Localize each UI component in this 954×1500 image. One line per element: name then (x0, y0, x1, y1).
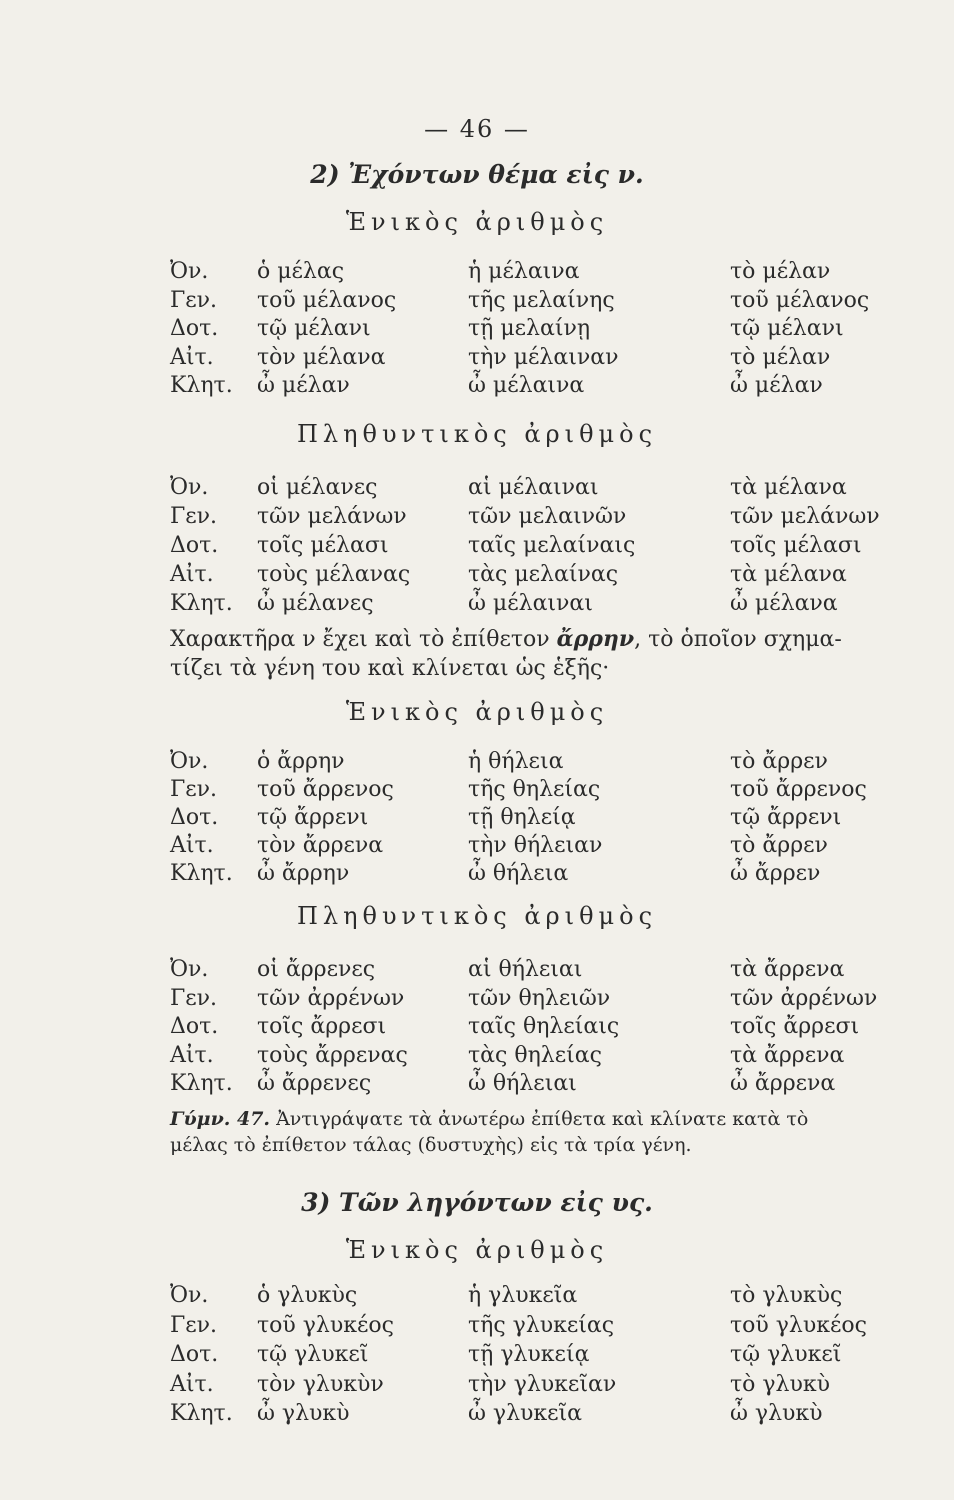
exercise-line1 (170, 1108, 808, 1130)
neuter-form: ὦ ἄρρενα (730, 1071, 836, 1096)
neuter-form: τὸ ἄρρεν (730, 749, 828, 774)
masculine-form: τοὺς ἄρρενας (257, 1042, 408, 1068)
masculine-form: τῷ μέλανι (257, 316, 371, 341)
feminine-form: ταῖς θηλείαις (468, 1014, 620, 1039)
case-label: Ὀν. (170, 475, 209, 500)
neuter-form: ὦ μέλανα (730, 591, 838, 616)
masculine-form: τὸν μέλανα (257, 344, 386, 370)
table-row (0, 258, 954, 286)
case-label: Αἰτ. (170, 1042, 214, 1068)
feminine-form: ἡ μέλαινα (468, 259, 580, 284)
masculine-form: ὦ ἄρρην (257, 861, 350, 886)
table-row (0, 561, 954, 589)
case-label: Ὀν. (170, 1283, 209, 1308)
masculine-form: ὦ μέλαν (257, 373, 350, 398)
masculine-form: τὸν γλυκὺν (257, 1371, 384, 1397)
neuter-form: τὸ γλυκὺ (730, 1371, 830, 1397)
table-row (0, 1400, 954, 1428)
neuter-form: τῷ μέλανι (730, 316, 844, 341)
feminine-form: τῆς μελαίνης (468, 287, 615, 313)
case-label: Γεν. (170, 287, 218, 313)
case-label: Δοτ. (170, 533, 219, 558)
table-row (0, 344, 954, 372)
table-row (0, 590, 954, 618)
masculine-form: ὁ γλυκὺς (257, 1283, 358, 1308)
feminine-form: τῆς θηλείας (468, 777, 601, 802)
table-row (0, 985, 954, 1013)
feminine-form: τὰς μελαίνας (468, 562, 619, 587)
feminine-form: τῇ θηλείᾳ (468, 805, 576, 830)
neuter-form: ὦ γλυκὺ (730, 1401, 823, 1426)
feminine-form: αἱ θήλειαι (468, 957, 583, 982)
masculine-form: τοῦ ἄρρενος (257, 777, 394, 802)
table-row (0, 832, 954, 860)
masculine-form: ὁ ἄρρην (257, 749, 345, 774)
neuter-form: τοῦ γλυκέος (730, 1312, 867, 1338)
case-label: Γεν. (170, 1312, 218, 1338)
neuter-form: τοῦ μέλανος (730, 287, 870, 313)
table-row (0, 372, 954, 400)
table-row (0, 474, 954, 502)
case-label: Κλητ. (170, 1071, 233, 1096)
table-row (0, 956, 954, 984)
subheading-plural-arrhen: Πληθυντικὸς ἀριθμὸς (296, 902, 658, 930)
neuter-form: τὸ μέλαν (730, 259, 831, 284)
case-label: Δοτ. (170, 805, 219, 830)
case-label: Κλητ. (170, 373, 233, 398)
neuter-form: τὸ ἄρρεν (730, 833, 828, 858)
table-row (0, 1312, 954, 1340)
table-row (0, 1042, 954, 1070)
page-number: — 46 — (424, 115, 530, 143)
masculine-form: τὸν ἄρρενα (257, 833, 384, 858)
note-text-post: , τὸ ὁποῖον σχημα- (634, 627, 842, 652)
neuter-form: ὦ μέλαν (730, 373, 823, 398)
neuter-form: τοῖς ἄρρεσι (730, 1014, 860, 1039)
masculine-form: ὦ γλυκὺ (257, 1401, 350, 1426)
masculine-form: τῷ ἄρρενι (257, 805, 369, 830)
masculine-form: τῶν ἀρρένων (257, 985, 405, 1011)
feminine-form: τῆς γλυκείας (468, 1312, 615, 1338)
exercise-line2: μέλας τὸ ἐπίθετον τάλας (δυστυχὴς) εἰς τὰ τρία γένη. (170, 1134, 692, 1156)
case-label: Κλητ. (170, 861, 233, 886)
case-label: Δοτ. (170, 1342, 219, 1367)
neuter-form: τὰ ἄρρενα (730, 1042, 845, 1068)
case-label: Αἰτ. (170, 562, 214, 587)
masculine-form: ὦ μέλανες (257, 591, 374, 616)
case-label: Ὀν. (170, 957, 209, 982)
masculine-form: ὁ μέλας (257, 259, 345, 284)
table-row (0, 1371, 954, 1399)
masculine-form: τῷ γλυκεῖ (257, 1342, 369, 1367)
table-row (0, 804, 954, 832)
feminine-form: ὦ γλυκεῖα (468, 1401, 583, 1426)
section-heading-2: 2) Ἐχόντων θέμα εἰς ν. (310, 160, 644, 189)
table-row (0, 1013, 954, 1041)
masculine-form: ὦ ἄρρενες (257, 1071, 372, 1096)
feminine-form: ἡ θήλεια (468, 749, 564, 774)
masculine-form: τοῦ μέλανος (257, 287, 397, 313)
neuter-form: τὰ μέλανα (730, 475, 847, 500)
table-row (0, 315, 954, 343)
case-label: Γεν. (170, 777, 218, 802)
table-row (0, 1282, 954, 1310)
case-label: Ὀν. (170, 259, 209, 284)
case-label: Δοτ. (170, 316, 219, 341)
neuter-form: τῷ γλυκεῖ (730, 1342, 842, 1367)
subheading-plural-melas: Πληθυντικὸς ἀριθμὸς (296, 420, 658, 448)
subheading-singular-arrhen: Ἑνικὸς ἀριθμὸς (345, 698, 609, 726)
case-label: Αἰτ. (170, 833, 214, 858)
feminine-form: ἡ γλυκεῖα (468, 1283, 578, 1308)
section-heading-3: 3) Τῶν ληγόντων εἰς υς. (301, 1188, 653, 1217)
case-label: Αἰτ. (170, 344, 214, 370)
feminine-form: τὴν θήλειαν (468, 833, 603, 858)
neuter-form: τὰ ἄρρενα (730, 957, 845, 982)
neuter-form: τοῦ ἄρρενος (730, 777, 867, 802)
case-label: Γεν. (170, 504, 218, 529)
feminine-form: τῇ μελαίνῃ (468, 316, 591, 341)
masculine-form: οἱ μέλανες (257, 475, 378, 500)
feminine-form: τὰς θηλείας (468, 1042, 602, 1068)
case-label: Κλητ. (170, 1401, 233, 1426)
table-row (0, 1070, 954, 1098)
neuter-form: τὰ μέλανα (730, 562, 847, 587)
neuter-form: ὦ ἄρρεν (730, 861, 821, 886)
feminine-form: τῶν μελαινῶν (468, 504, 627, 529)
feminine-form: ὦ θήλεια (468, 861, 569, 886)
exercise-text: Ἀντιγράψατε τὰ ἀνωτέρω ἐπίθετα καὶ κλίνατε κατὰ τὸ (270, 1108, 809, 1130)
masculine-form: οἱ ἄρρενες (257, 957, 376, 982)
feminine-form: ὦ μέλαιναι (468, 591, 593, 616)
case-label: Γεν. (170, 985, 218, 1011)
note-paragraph-line1 (170, 626, 842, 652)
neuter-form: τὸ γλυκὺς (730, 1283, 843, 1308)
subheading-singular-glykys: Ἑνικὸς ἀριθμὸς (345, 1236, 609, 1264)
masculine-form: τοῖς μέλασι (257, 533, 389, 558)
neuter-form: τῷ ἄρρενι (730, 805, 842, 830)
feminine-form: ταῖς μελαίναις (468, 533, 636, 558)
table-row (0, 532, 954, 560)
table-row (0, 287, 954, 315)
feminine-form: ὦ μέλαινα (468, 373, 585, 398)
neuter-form: τοῖς μέλασι (730, 533, 862, 558)
subheading-singular-melas: Ἑνικὸς ἀριθμὸς (345, 208, 609, 236)
table-row (0, 1341, 954, 1369)
feminine-form: τὴν μέλαιναν (468, 344, 619, 370)
case-label: Κλητ. (170, 591, 233, 616)
masculine-form: τῶν μελάνων (257, 504, 407, 529)
case-label: Δοτ. (170, 1014, 219, 1039)
neuter-form: τῶν μελάνων (730, 504, 880, 529)
masculine-form: τοὺς μέλανας (257, 562, 411, 587)
note-paragraph-line2: τίζει τὰ γένη του καὶ κλίνεται ὡς ἑξῆς· (170, 656, 610, 681)
table-row (0, 503, 954, 531)
neuter-form: τῶν ἀρρένων (730, 985, 878, 1011)
note-text-pre: Χαρακτῆρα ν ἔχει καὶ τὸ ἐπίθετον (170, 627, 557, 652)
table-row (0, 860, 954, 888)
masculine-form: τοῖς ἄρρεσι (257, 1014, 387, 1039)
feminine-form: ὦ θήλειαι (468, 1071, 577, 1096)
table-row (0, 776, 954, 804)
case-label: Ὀν. (170, 749, 209, 774)
masculine-form: τοῦ γλυκέος (257, 1312, 394, 1338)
feminine-form: τῇ γλυκείᾳ (468, 1342, 590, 1367)
neuter-form: τὸ μέλαν (730, 344, 831, 370)
exercise-label: Γύμν. 47. (170, 1108, 271, 1130)
note-word: ἄρρην (556, 626, 635, 652)
feminine-form: τῶν θηλειῶν (468, 985, 611, 1011)
feminine-form: τὴν γλυκεῖαν (468, 1371, 617, 1397)
feminine-form: αἱ μέλαιναι (468, 475, 599, 500)
table-row (0, 748, 954, 776)
case-label: Αἰτ. (170, 1371, 214, 1397)
